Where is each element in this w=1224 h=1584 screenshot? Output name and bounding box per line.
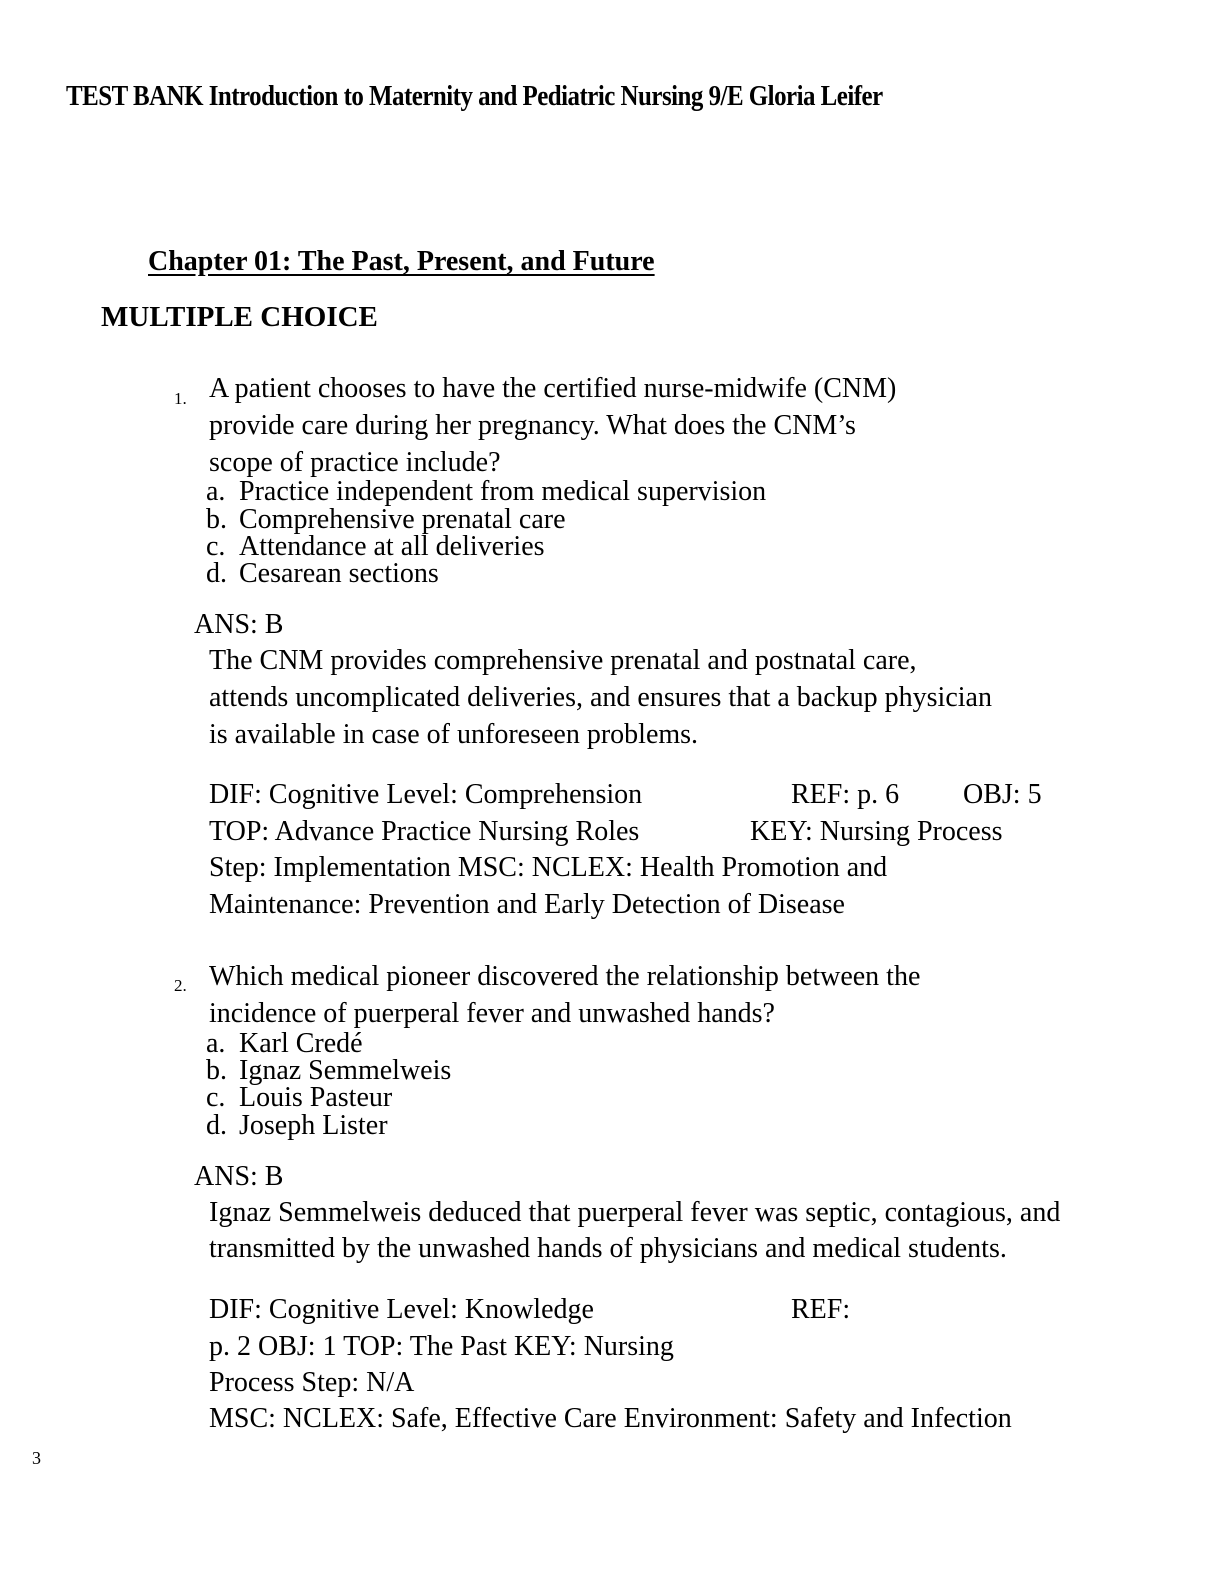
document-header: TEST BANK Introduction to Maternity and Pediatric Nursing 9/E Gloria Leifer [66,80,883,112]
question-metadata: p. 2 OBJ: 1 TOP: The Past KEY: Nursing [209,1331,674,1362]
option-letter: b. [206,1055,227,1086]
option-letter: a. [206,1028,226,1059]
question-metadata: DIF: Cognitive Level: Knowledge [209,1294,594,1325]
question-stem-line: Which medical pioneer discovered the relationship between the [209,961,921,992]
option-text: Joseph Lister [239,1110,388,1141]
rationale-line: Ignaz Semmelweis deduced that puerperal fever was septic, contagious, and [209,1197,1061,1228]
answer-key: ANS: B [194,1161,284,1192]
question-stem-line: A patient chooses to have the certified nurse-midwife (CNM) [209,373,897,404]
option-letter: b. [206,504,227,535]
question-metadata: REF: [791,1294,851,1325]
question-metadata: REF: p. 6 [791,779,900,810]
rationale-line: The CNM provides comprehensive prenatal and postnatal care, [209,645,917,676]
question-metadata: MSC: NCLEX: Safe, Effective Care Environment: Safety and Infection [209,1403,1012,1434]
rationale-line: attends uncomplicated deliveries, and ensures that a backup physician [209,682,992,713]
option-text: Attendance at all deliveries [239,531,545,562]
question-metadata: KEY: Nursing Process [750,816,1003,847]
answer-option [206,558,439,590]
question-metadata: OBJ: 5 [963,779,1042,810]
option-text: Comprehensive prenatal care [239,504,566,535]
question-metadata: TOP: Advance Practice Nursing Roles [209,816,640,847]
question-stem-line: provide care during her pregnancy. What does the CNM’s [209,410,856,441]
option-letter: c. [206,1082,226,1113]
answer-key: ANS: B [194,609,284,640]
question-metadata: DIF: Cognitive Level: Comprehension [209,779,643,810]
option-letter: c. [206,531,226,562]
option-letter: d. [206,558,227,589]
option-letter: a. [206,476,226,507]
page-number: 3 [32,1448,41,1468]
option-text: Ignaz Semmelweis [239,1055,452,1086]
option-text: Karl Credé [239,1028,363,1059]
question-metadata: Maintenance: Prevention and Early Detection of Disease [209,889,845,920]
question-stem-line: incidence of puerperal fever and unwashed hands? [209,998,775,1029]
option-text: Louis Pasteur [239,1082,393,1113]
answer-option [206,1110,388,1142]
chapter-title: Chapter 01: The Past, Present, and Future [148,246,655,277]
rationale-line: transmitted by the unwashed hands of physicians and medical students. [209,1233,1007,1264]
rationale-line: is available in case of unforeseen problems. [209,719,699,750]
option-text: Practice independent from medical supervision [239,476,767,507]
question-metadata: Process Step: N/A [209,1367,415,1398]
question-number: 1. [174,389,187,408]
question-stem-line: scope of practice include? [209,447,501,478]
option-text: Cesarean sections [239,558,439,589]
section-title: MULTIPLE CHOICE [101,301,378,333]
question-metadata: Step: Implementation MSC: NCLEX: Health Promotion and [209,852,888,883]
option-letter: d. [206,1110,227,1141]
question-number: 2. [174,976,187,995]
